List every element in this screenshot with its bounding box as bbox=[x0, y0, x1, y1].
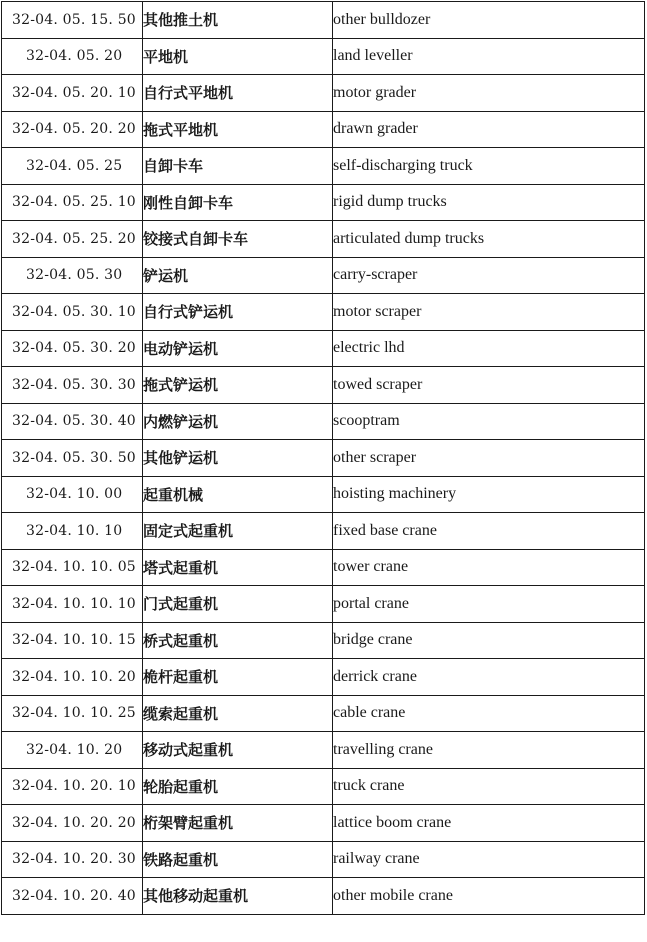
table-row bbox=[2, 586, 645, 623]
table-row bbox=[2, 878, 645, 915]
chinese-term-cell: 其他铲运机 bbox=[143, 440, 333, 477]
table-row bbox=[2, 403, 645, 440]
chinese-term-cell: 其他推土机 bbox=[143, 2, 333, 39]
table-row bbox=[2, 659, 645, 696]
chinese-term-cell: 刚性自卸卡车 bbox=[143, 184, 333, 221]
chinese-term-cell: 铰接式自卸卡车 bbox=[143, 221, 333, 258]
table-row bbox=[2, 330, 645, 367]
code-cell: 32-04. 05. 30. 50 bbox=[2, 440, 143, 477]
table-row bbox=[2, 549, 645, 586]
english-term-cell: articulated dump trucks bbox=[333, 221, 645, 258]
code-cell: 32-04. 10. 00 bbox=[2, 476, 143, 513]
table-row bbox=[2, 294, 645, 331]
code-cell: 32-04. 05. 20. 20 bbox=[2, 111, 143, 148]
code-cell: 32-04. 10. 10 bbox=[2, 513, 143, 550]
english-term-cell: travelling crane bbox=[333, 732, 645, 769]
english-term-cell: hoisting machinery bbox=[333, 476, 645, 513]
table-row bbox=[2, 513, 645, 550]
english-term-cell: derrick crane bbox=[333, 659, 645, 696]
english-term-cell: cable crane bbox=[333, 695, 645, 732]
code-cell: 32-04. 10. 10. 10 bbox=[2, 586, 143, 623]
chinese-term-cell: 缆索起重机 bbox=[143, 695, 333, 732]
table-row bbox=[2, 75, 645, 112]
code-cell: 32-04. 05. 30. 10 bbox=[2, 294, 143, 331]
code-cell: 32-04. 10. 10. 05 bbox=[2, 549, 143, 586]
chinese-term-cell: 铲运机 bbox=[143, 257, 333, 294]
english-term-cell: portal crane bbox=[333, 586, 645, 623]
code-cell: 32-04. 05. 30. 20 bbox=[2, 330, 143, 367]
table-row bbox=[2, 221, 645, 258]
code-cell: 32-04. 10. 20 bbox=[2, 732, 143, 769]
chinese-term-cell: 起重机械 bbox=[143, 476, 333, 513]
english-term-cell: other mobile crane bbox=[333, 878, 645, 915]
table-row bbox=[2, 38, 645, 75]
table-row bbox=[2, 440, 645, 477]
english-term-cell: other scraper bbox=[333, 440, 645, 477]
table-row bbox=[2, 768, 645, 805]
chinese-term-cell: 自卸卡车 bbox=[143, 148, 333, 185]
table-row bbox=[2, 2, 645, 39]
code-cell: 32-04. 10. 10. 15 bbox=[2, 622, 143, 659]
english-term-cell: tower crane bbox=[333, 549, 645, 586]
chinese-term-cell: 其他移动起重机 bbox=[143, 878, 333, 915]
code-cell: 32-04. 10. 10. 20 bbox=[2, 659, 143, 696]
code-cell: 32-04. 05. 30. 40 bbox=[2, 403, 143, 440]
table-row bbox=[2, 184, 645, 221]
code-cell: 32-04. 10. 20. 10 bbox=[2, 768, 143, 805]
table-row bbox=[2, 622, 645, 659]
chinese-term-cell: 固定式起重机 bbox=[143, 513, 333, 550]
table-row bbox=[2, 476, 645, 513]
english-term-cell: scooptram bbox=[333, 403, 645, 440]
english-term-cell: railway crane bbox=[333, 841, 645, 878]
table-row bbox=[2, 841, 645, 878]
table-body bbox=[2, 2, 645, 915]
english-term-cell: motor scraper bbox=[333, 294, 645, 331]
table-row bbox=[2, 732, 645, 769]
code-cell: 32-04. 05. 30. 30 bbox=[2, 367, 143, 404]
english-term-cell: land leveller bbox=[333, 38, 645, 75]
chinese-term-cell: 移动式起重机 bbox=[143, 732, 333, 769]
code-cell: 32-04. 05. 15. 50 bbox=[2, 2, 143, 39]
code-cell: 32-04. 10. 10. 25 bbox=[2, 695, 143, 732]
english-term-cell: lattice boom crane bbox=[333, 805, 645, 842]
chinese-term-cell: 自行式平地机 bbox=[143, 75, 333, 112]
english-term-cell: other bulldozer bbox=[333, 2, 645, 39]
chinese-term-cell: 塔式起重机 bbox=[143, 549, 333, 586]
table-row bbox=[2, 367, 645, 404]
chinese-term-cell: 自行式铲运机 bbox=[143, 294, 333, 331]
table-row bbox=[2, 111, 645, 148]
chinese-term-cell: 拖式铲运机 bbox=[143, 367, 333, 404]
code-cell: 32-04. 05. 25 bbox=[2, 148, 143, 185]
table-row bbox=[2, 805, 645, 842]
english-term-cell: fixed base crane bbox=[333, 513, 645, 550]
code-cell: 32-04. 10. 20. 30 bbox=[2, 841, 143, 878]
english-term-cell: rigid dump trucks bbox=[333, 184, 645, 221]
english-term-cell: towed scraper bbox=[333, 367, 645, 404]
table-row bbox=[2, 695, 645, 732]
chinese-term-cell: 铁路起重机 bbox=[143, 841, 333, 878]
table-row bbox=[2, 257, 645, 294]
code-cell: 32-04. 05. 30 bbox=[2, 257, 143, 294]
chinese-term-cell: 拖式平地机 bbox=[143, 111, 333, 148]
chinese-term-cell: 内燃铲运机 bbox=[143, 403, 333, 440]
code-cell: 32-04. 10. 20. 20 bbox=[2, 805, 143, 842]
english-term-cell: drawn grader bbox=[333, 111, 645, 148]
chinese-term-cell: 电动铲运机 bbox=[143, 330, 333, 367]
chinese-term-cell: 桥式起重机 bbox=[143, 622, 333, 659]
code-cell: 32-04. 05. 25. 20 bbox=[2, 221, 143, 258]
terminology-table bbox=[1, 1, 645, 915]
code-cell: 32-04. 05. 20. 10 bbox=[2, 75, 143, 112]
chinese-term-cell: 桁架臂起重机 bbox=[143, 805, 333, 842]
chinese-term-cell: 平地机 bbox=[143, 38, 333, 75]
code-cell: 32-04. 05. 20 bbox=[2, 38, 143, 75]
english-term-cell: self-discharging truck bbox=[333, 148, 645, 185]
chinese-term-cell: 门式起重机 bbox=[143, 586, 333, 623]
code-cell: 32-04. 05. 25. 10 bbox=[2, 184, 143, 221]
english-term-cell: bridge crane bbox=[333, 622, 645, 659]
english-term-cell: motor grader bbox=[333, 75, 645, 112]
chinese-term-cell: 桅杆起重机 bbox=[143, 659, 333, 696]
table-row bbox=[2, 148, 645, 185]
english-term-cell: truck crane bbox=[333, 768, 645, 805]
english-term-cell: carry-scraper bbox=[333, 257, 645, 294]
chinese-term-cell: 轮胎起重机 bbox=[143, 768, 333, 805]
code-cell: 32-04. 10. 20. 40 bbox=[2, 878, 143, 915]
english-term-cell: electric lhd bbox=[333, 330, 645, 367]
